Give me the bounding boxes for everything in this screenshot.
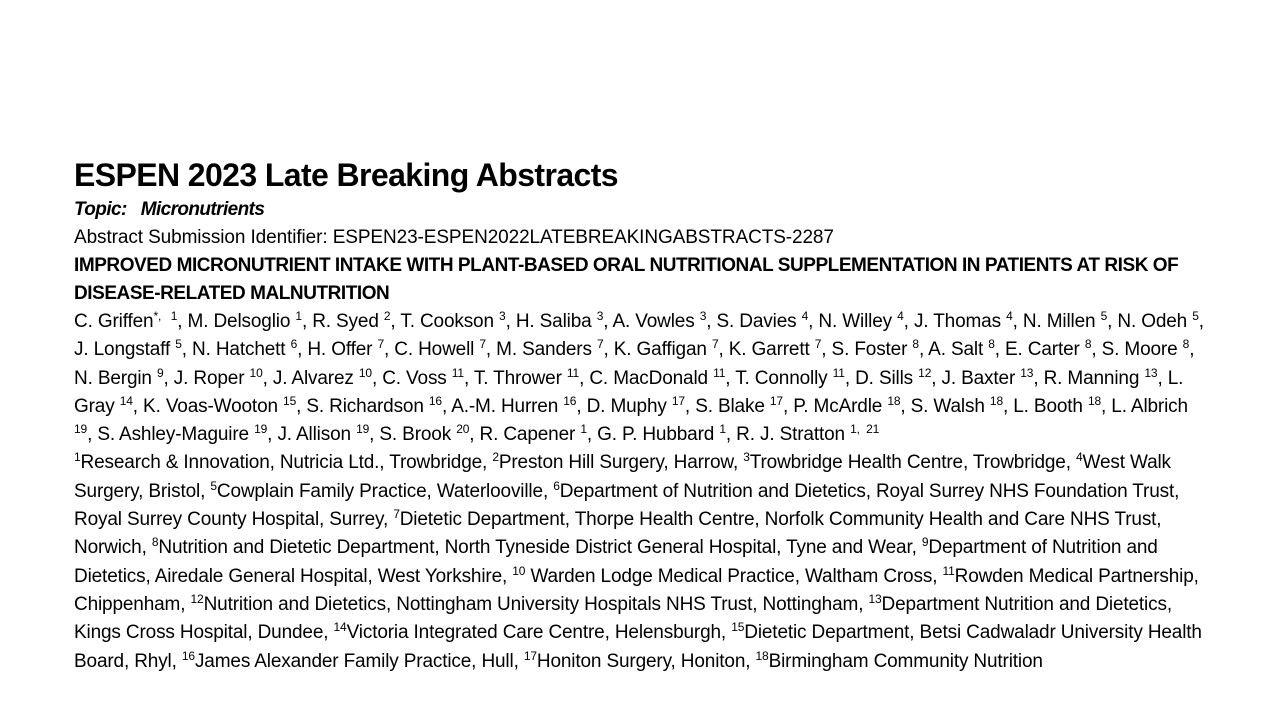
author <box>1013 393 1102 417</box>
affiliation-number: 4 <box>1076 450 1083 465</box>
author-name: C. Howell <box>394 339 475 361</box>
author-name: G. P. Hubbard <box>597 424 715 446</box>
author-affiliation-ref: 3 <box>699 309 707 323</box>
author-name: L. Gray <box>74 367 1184 417</box>
author <box>143 393 297 417</box>
author <box>400 311 505 332</box>
author-affiliation-ref: 11 <box>832 365 845 380</box>
author-affiliation-ref: 17 <box>769 393 783 408</box>
author <box>736 424 879 445</box>
author <box>74 365 164 389</box>
author <box>394 339 486 360</box>
abstract-title: IMPROVED MICRONUTRIENT INTAKE WITH PLANT-BASED ORAL NUTRITIONAL SUPPLEMENTATION IN PATIENTS AT RISK OF DISEASE-RELATED MALNUTRITION <box>74 255 1179 304</box>
author-list: C. Griffen$^{*, 1}$, M. Delsoglio $^1$, R. Syed $^2$, T. Cookson $^3$, H. Saliba $^3$, A. Vowles $^3$, S. Davies $^4$, N. Willey $^4$, J. Thomas $^4$, N. Millen $^5$, N. Odeh $^5$, J. Longstaff $^5$, N. Hatchett $^6$, H. Offer $^7$, C. Howell $^7$, M. Sanders $^7$, K. Gaffigan $^7$, K. Garrett $^7$, S. Foster $^8$, A. Salt $^8$, E. Carter $^8$, S. Moore $^8$, N. Bergin $^9$, J. Roper $^{10}$, J. Alvarez $^{10}$, C. Voss $^{11}$, T. Thrower $^{11}$, C. MacDonald $^{11}$, T. Connolly $^{11}$, D. Sills $^{12}$, J. Baxter $^{13}$, R. Manning $^{13}$, L. Gray $^{14}$, K. Voas-Wooton $^{15}$, S. Richardson $^{16}$, A.-M. Hurren $^{16}$, D. Muphy $^{17}$, S. Blake $^{17}$, P. McArdle $^{18}$, S. Walsh $^{18}$, L. Booth $^{18}$, L. Albrich $^{19}$, S. Ashley-Maguire $^{19}$, J. Allison $^{19}$, S. Brook $^{20}$, R. Capener $^1$, G. P. Hubbard $^1$, R. J. Stratton $^{1, 21}$ <box>74 309 1204 446</box>
author-affiliation-ref: 5 <box>175 337 182 352</box>
author-name: K. Garrett <box>728 339 810 361</box>
affiliation <box>755 648 1043 672</box>
affiliation-number: 1 <box>74 450 81 465</box>
affiliation-number: 8 <box>151 535 159 550</box>
affiliation <box>334 622 721 643</box>
author <box>729 339 822 360</box>
affiliation-text: Trowbridge Health Centre, Trowbridge <box>749 452 1066 474</box>
author-affiliation-ref: 18 <box>887 393 901 408</box>
author-affiliation-ref: *, 1 <box>153 309 178 323</box>
identifier-value: ESPEN23-ESPEN2022LATEBREAKINGABSTRACTS-2287 <box>332 227 834 248</box>
affiliation <box>74 452 482 473</box>
affiliation-number: 12 <box>190 591 204 606</box>
author-name: S. Walsh <box>910 395 985 417</box>
author-name: T. Cookson <box>400 311 494 332</box>
affiliation-number: 15 <box>731 620 745 635</box>
affiliation-text: Victoria Integrated Care Centre, Helensburgh <box>346 622 721 644</box>
author <box>1043 365 1158 389</box>
author <box>451 393 577 417</box>
author-affiliation-ref: 20 <box>456 422 470 437</box>
affiliation <box>190 591 859 615</box>
affiliation-text: Department of Nutrition and Dietetics, Royal Surrey NHS Foundation Trust, Royal Surrey County Hospital, Surrey <box>74 480 1180 531</box>
author-affiliation-ref: 1 <box>295 309 302 323</box>
affiliation-text: Dietetic Department, Betsi Cadwaladr University Health Board, Rhyl <box>74 622 1202 672</box>
author <box>277 424 369 445</box>
author-name: C. Voss <box>382 367 447 389</box>
identifier-label: Abstract Submission Identifier: <box>74 227 328 248</box>
affiliation-text: Dietetic Department, Thorpe Health Centre, Norfolk Community Health and Care NHS Trust, Norwich <box>74 509 1162 559</box>
author-affiliation-ref: 19 <box>254 422 268 437</box>
affiliation-number: 16 <box>181 648 195 663</box>
affiliation-text: Cowplain Family Practice, Waterlooville <box>216 480 543 502</box>
author-name: A. Salt <box>928 339 984 361</box>
author-affiliation-ref: 5 <box>1100 309 1108 323</box>
author-affiliation-ref: 19 <box>74 422 88 437</box>
author-name: T. Connolly <box>735 367 828 389</box>
author <box>910 393 1003 417</box>
author <box>818 311 903 332</box>
affiliation-number: 18 <box>755 648 769 663</box>
author-name: T. Thrower <box>473 367 562 389</box>
author <box>914 311 1013 332</box>
author-affiliation-ref: 1, 21 <box>850 422 880 437</box>
author-name: S. Moore <box>1101 339 1178 361</box>
author-affiliation-ref: 19 <box>356 422 370 437</box>
affiliation-text: Honiton Surgery, Honiton <box>536 650 746 672</box>
author-affiliation-ref: 16 <box>563 393 577 408</box>
author <box>473 365 580 389</box>
affiliation-number: 7 <box>393 507 400 522</box>
author-name: P. McArdle <box>793 395 883 417</box>
affiliation-text: Nutrition and Dietetics, Nottingham University Hospitals NHS Trust, Nottingham <box>203 593 859 615</box>
author-name: A. Vowles <box>612 311 695 332</box>
author <box>382 365 464 389</box>
author-name: C. Griffen <box>74 311 154 332</box>
affiliation-number: 10 <box>512 563 526 578</box>
author-affiliation-ref: 1 <box>580 422 587 437</box>
author-affiliation-ref: 9 <box>157 365 164 380</box>
author-name: L. Albrich <box>1111 395 1188 417</box>
author-affiliation-ref: 11 <box>713 365 726 380</box>
author-affiliation-ref: 17 <box>671 393 685 408</box>
author-affiliation-ref: 10 <box>249 365 263 380</box>
author <box>928 339 995 360</box>
author-name: E. Carter <box>1005 339 1080 361</box>
author-name: J. Thomas <box>913 311 1001 332</box>
author <box>516 311 603 332</box>
author-affiliation-ref: 4 <box>897 309 904 323</box>
affiliation-number: 14 <box>333 620 347 635</box>
author <box>941 365 1034 389</box>
affiliation <box>492 452 733 473</box>
author-affiliation-ref: 13 <box>1020 365 1034 380</box>
author-name: N. Odeh <box>1117 311 1188 332</box>
author <box>496 339 603 360</box>
affiliation-text: Nutrition and Dietetic Department, North Tyneside District General Hospital, Tyne and Wear <box>158 537 912 559</box>
author-name: N. Willey <box>818 311 892 332</box>
abstract-document <box>74 154 1204 676</box>
author-name: K. Gaffigan <box>613 339 707 361</box>
author-name: K. Voas-Wooton <box>143 395 278 417</box>
author-name: C. MacDonald <box>589 367 708 389</box>
affiliation-text: Department of Nutrition and Dietetics, Airedale General Hospital, West Yorkshire <box>74 537 1158 587</box>
author-affiliation-ref: 2 <box>383 309 391 323</box>
author-affiliation-ref: 16 <box>428 393 442 408</box>
author-affiliation-ref: 14 <box>119 393 133 408</box>
author-affiliation-ref: 8 <box>912 337 919 352</box>
author <box>832 339 919 360</box>
affiliation-number: 11 <box>942 563 955 578</box>
author <box>1102 339 1190 360</box>
author-name: J. Baxter <box>941 367 1016 389</box>
affiliation-text: Rowden Medical Partnership, Chippenham <box>74 565 1199 615</box>
author <box>480 424 587 445</box>
author-name: R. Capener <box>479 424 576 446</box>
affiliation <box>152 537 912 558</box>
author <box>307 339 384 360</box>
author <box>74 339 182 360</box>
author-name: R. Manning <box>1043 367 1140 389</box>
author-affiliation-ref: 3 <box>499 309 506 323</box>
author <box>589 365 726 389</box>
author-affiliation-ref: 5 <box>1192 309 1199 323</box>
author <box>586 393 685 417</box>
author <box>1117 311 1198 332</box>
author-name: M. Sanders <box>496 339 592 361</box>
topic-label: Topic: <box>74 199 127 220</box>
affiliation-text: West Walk Surgery, Bristol <box>74 452 1171 502</box>
author-affiliation-ref: 8 <box>1182 337 1190 352</box>
author-name: A.-M. Hurren <box>451 395 559 417</box>
topic-line <box>74 196 1204 224</box>
author-affiliation-ref: 3 <box>596 309 604 323</box>
author <box>306 393 442 417</box>
author-affiliation-ref: 7 <box>596 337 604 352</box>
author-affiliation-ref: 15 <box>283 393 297 408</box>
page-title: ESPEN 2023 Late Breaking Abstracts <box>74 157 618 193</box>
author-name: R. Syed <box>312 311 379 332</box>
affiliation-text: Birmingham Community Nutrition <box>768 650 1043 672</box>
author-name: S. Ashley-Maguire <box>97 424 249 446</box>
author-name: S. Davies <box>716 311 797 332</box>
affiliation-text: James Alexander Family Practice, Hull <box>194 650 514 672</box>
author <box>735 365 845 389</box>
author-name: S. Richardson <box>306 395 424 417</box>
author-affiliation-ref: 8 <box>988 337 995 352</box>
author-name: L. Booth <box>1013 395 1083 417</box>
author-affiliation-ref: 13 <box>1144 365 1158 380</box>
author <box>597 424 726 445</box>
affiliation <box>743 452 1066 473</box>
author-name: S. Blake <box>695 395 765 417</box>
author <box>173 365 263 389</box>
author-name: N. Hatchett <box>192 339 286 361</box>
author <box>614 339 719 360</box>
author-affiliation-ref: 12 <box>918 365 932 380</box>
author <box>379 424 469 445</box>
affiliation-number: 2 <box>492 450 499 465</box>
affiliation-list: $^1$Research & Innovation, Nutricia Ltd., Trowbridge, $^2$Preston Hill Surgery, Harrow, $^3$Trowbridge Health Centre, Trowbridge, $^4$West Walk Surgery, Bristol, $^5$Cowplain Family Practice, Waterlooville, $^6$Department of Nutrition and Dietetics, Royal Surrey NHS Foundation Trust, Royal Surrey County Hospital, Surrey, $^7$Dietetic Department, Thorpe Health Centre, Norfolk Community Health and Care NHS Trust, Norwich, $^8$Nutrition and Dietetic Department, North Tyneside District General Hospital, Tyne and Wear, $^9$Department of Nutrition and Dietetics, Airedale General Hospital, West Yorkshire, $^{10}$ Warden Lodge Medical Practice, Waltham Cross, $^{11}$Rowden Medical Partnership, Chippenham, $^{12}$Nutrition and Dietetics, Nottingham University Hospitals NHS Trust, Nottingham, $^{13}$Department Nutrition and Dietetics, Kings Cross Hospital, Dundee, $^{14}$Victoria Integrated Care Centre, Helensburgh, $^{15}$Dietetic Department, Betsi Cadwaladr University Health Board, Rhyl, $^{16}$James Alexander Family Practice, Hull, $^{17}$Honiton Surgery, Honiton, $^{18}$Birmingham Community Nutrition <box>74 450 1202 672</box>
affiliation-number: 9 <box>921 535 929 550</box>
author <box>74 311 177 332</box>
affiliation-number: 3 <box>743 450 750 465</box>
author-name: D. Muphy <box>586 395 667 417</box>
author <box>1005 339 1091 360</box>
author <box>695 393 783 417</box>
author-name: H. Offer <box>307 339 373 361</box>
author-name: M. Delsoglio <box>187 311 291 332</box>
author <box>612 311 706 332</box>
author-affiliation-ref: 18 <box>1087 393 1102 408</box>
author-name: H. Saliba <box>515 311 592 332</box>
author-name: S. Brook <box>379 424 452 446</box>
author <box>1023 311 1107 332</box>
author-name: J. Longstaff <box>74 339 171 361</box>
author-affiliation-ref: 7 <box>814 337 822 352</box>
author-affiliation-ref: 10 <box>358 365 372 380</box>
affiliation-number: 6 <box>553 478 560 493</box>
affiliation-number: 5 <box>210 478 217 493</box>
affiliation-number: 13 <box>868 591 882 606</box>
author-name: D. Sills <box>855 367 914 389</box>
author-name: J. Allison <box>277 424 351 446</box>
author-affiliation-ref: 1 <box>719 422 726 437</box>
author <box>188 311 302 332</box>
affiliation-text: Research & Innovation, Nutricia Ltd., Trowbridge <box>80 452 483 474</box>
author-affiliation-ref: 11 <box>566 365 580 380</box>
author <box>192 339 297 360</box>
author <box>717 311 809 332</box>
author-affiliation-ref: 7 <box>377 337 384 352</box>
affiliation-text: Department Nutrition and Dietetics, Kings Cross Hospital, Dundee <box>74 593 1172 644</box>
author-name: R. J. Stratton <box>736 424 845 446</box>
author-name: N. Millen <box>1022 311 1096 332</box>
author-affiliation-ref: 18 <box>989 393 1003 408</box>
author-name: N. Bergin <box>74 367 152 389</box>
author-affiliation-ref: 7 <box>479 337 486 352</box>
affiliation-number: 17 <box>523 648 537 663</box>
affiliation-text: Warden Lodge Medical Practice, Waltham Cross <box>525 565 933 587</box>
author <box>272 365 372 389</box>
author <box>97 424 267 445</box>
author <box>855 365 932 389</box>
author-affiliation-ref: 7 <box>711 337 719 352</box>
author-affiliation-ref: 4 <box>1006 309 1013 323</box>
author-name: J. Alvarez <box>272 367 354 389</box>
author-affiliation-ref: 6 <box>290 337 298 352</box>
author-affiliation-ref: 4 <box>801 309 809 323</box>
author-affiliation-ref: 8 <box>1084 337 1092 352</box>
author <box>793 393 901 417</box>
author <box>312 311 390 332</box>
affiliation-text: Preston Hill Surgery, Harrow <box>498 452 733 474</box>
author-affiliation-ref: 11 <box>451 365 464 380</box>
affiliation <box>523 648 746 672</box>
topic-value: Micronutrients <box>140 199 265 220</box>
author-name: J. Roper <box>173 367 245 389</box>
affiliation <box>181 648 514 672</box>
author-name: S. Foster <box>831 339 908 361</box>
affiliation <box>210 478 543 502</box>
affiliation <box>512 563 933 587</box>
identifier-line <box>74 224 1204 252</box>
